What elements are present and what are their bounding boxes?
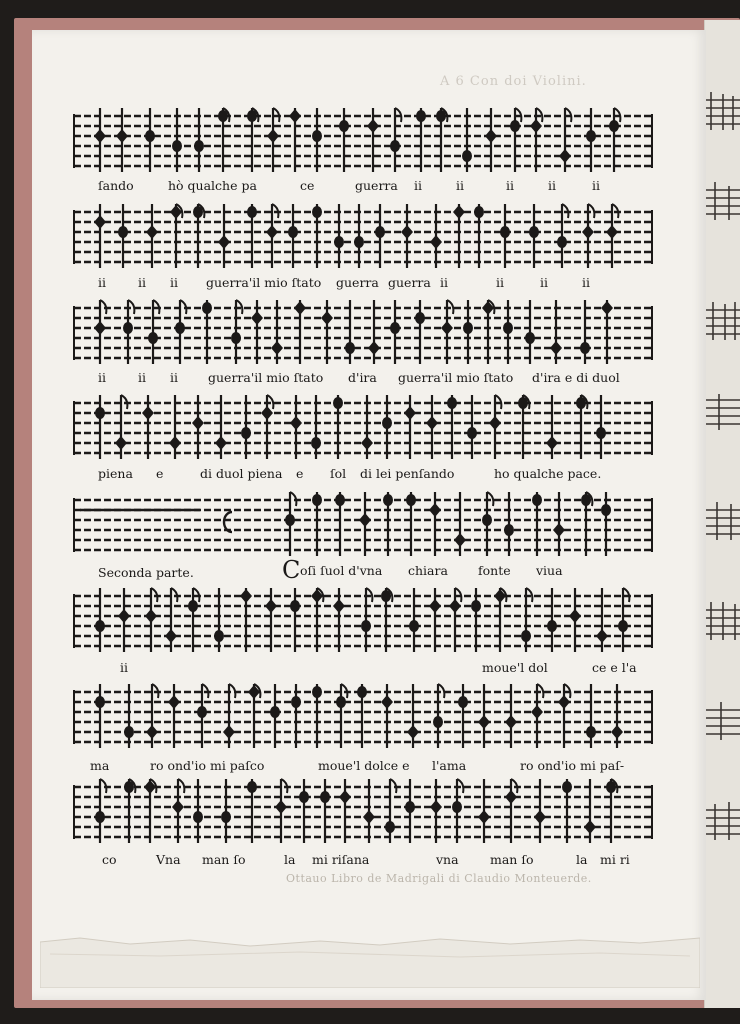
lyric-syllable: e — [156, 466, 164, 481]
note-head — [215, 436, 227, 450]
note-head — [546, 436, 558, 450]
lyric-syllable: guerra — [355, 178, 398, 193]
note-head — [175, 322, 185, 334]
note-head — [291, 696, 301, 708]
note-head — [611, 725, 623, 739]
lyric-syllable: mi ri — [600, 852, 630, 867]
note-head — [474, 206, 484, 218]
note-head — [251, 311, 263, 325]
lyric-syllable: piena — [98, 466, 133, 481]
bleed-through-header: A 6 Con doi Violini. — [440, 74, 587, 89]
note-head — [261, 406, 273, 420]
note-head — [429, 503, 441, 517]
lyric-syllable: mi riſana — [312, 852, 370, 867]
note-head — [339, 790, 351, 804]
note-head — [118, 226, 128, 238]
note-head — [197, 706, 207, 718]
note-head — [247, 206, 257, 218]
note-head — [288, 226, 298, 238]
lyric-syllable: guerra — [336, 275, 379, 290]
note-head — [361, 436, 373, 450]
bleed-through-footer: Ottauo Libro de Madrigali di Claudio Monteuerde. — [286, 872, 592, 885]
lyric-syllable: di lei penſando — [360, 466, 455, 481]
lyric-syllable: ii — [138, 275, 146, 290]
note-head — [383, 494, 393, 506]
note-head — [240, 589, 252, 603]
note-head — [95, 620, 105, 632]
lyric-syllable: ii — [120, 660, 128, 675]
lyric-syllable: ii — [506, 178, 514, 193]
lyric-syllable: Vna — [156, 852, 181, 867]
note-head — [525, 332, 535, 344]
note-head — [489, 416, 501, 430]
lyric-syllable: fonte — [478, 563, 511, 578]
note-head — [145, 130, 155, 142]
note-head — [471, 600, 481, 612]
note-head — [345, 342, 355, 354]
note-head — [169, 436, 181, 450]
note-head — [312, 130, 322, 142]
lyric-syllable: guerra'il mio ſtato — [206, 275, 322, 290]
note-head — [194, 140, 204, 152]
lyric-syllable: ii — [582, 275, 590, 290]
lyric-syllable: ii — [548, 178, 556, 193]
note-head — [368, 341, 380, 355]
note-head — [115, 436, 127, 450]
lyric-syllable: hò qualche pa — [168, 178, 257, 193]
note-head — [367, 119, 379, 133]
note-head — [95, 696, 105, 708]
note-head — [557, 236, 567, 248]
lyric-syllable: guerra — [388, 275, 431, 290]
note-head — [299, 791, 309, 803]
note-head — [94, 215, 106, 229]
note-head — [146, 225, 158, 239]
note-head — [359, 513, 371, 527]
lyric-syllable: ii — [138, 370, 146, 385]
note-head — [320, 791, 330, 803]
note-head — [505, 715, 517, 729]
note-head — [586, 726, 596, 738]
drop-cap: C — [282, 556, 301, 584]
lyric-syllable: ii — [170, 370, 178, 385]
lyric-syllable: guerra'il mio ſtato — [208, 370, 324, 385]
note-head — [218, 235, 230, 249]
note-head — [335, 494, 345, 506]
lyric-syllable: la — [576, 852, 588, 867]
note-head — [311, 437, 321, 449]
note-head — [241, 427, 251, 439]
lyric-syllable: ro ond'io mi paſ- — [520, 758, 625, 773]
note-head — [145, 609, 157, 623]
note-head — [467, 427, 477, 439]
note-head — [334, 236, 344, 248]
note-head — [221, 811, 231, 823]
lyric-syllable: man ſo — [202, 852, 246, 867]
note-head — [547, 620, 557, 632]
note-head — [550, 341, 562, 355]
lyric-syllable: guerra'il mio ſtato — [398, 370, 514, 385]
note-head — [407, 725, 419, 739]
note-head — [532, 494, 542, 506]
note-head — [562, 781, 572, 793]
note-head — [294, 301, 306, 315]
lyric-syllable: oſi ſuol d'vna — [300, 563, 383, 578]
note-head — [500, 226, 510, 238]
note-head — [289, 109, 301, 123]
lyric-syllable: e — [296, 466, 304, 481]
note-head — [363, 810, 375, 824]
note-head — [124, 726, 134, 738]
note-head — [401, 225, 413, 239]
lyric-syllable: moue'l dol — [482, 660, 548, 675]
note-head — [596, 427, 606, 439]
note-head — [505, 790, 517, 804]
lyric-syllable: ma — [90, 758, 110, 773]
note-head — [569, 609, 581, 623]
note-head — [333, 397, 343, 409]
note-head — [95, 811, 105, 823]
note-head — [452, 801, 462, 813]
lyric-syllable: l'ama — [432, 758, 467, 773]
note-head — [382, 417, 392, 429]
note-head — [449, 599, 461, 613]
note-head — [116, 129, 128, 143]
lyric-syllable: vna — [436, 852, 459, 867]
lyric-syllable: ii — [414, 178, 422, 193]
lyric-syllable: ce — [300, 178, 315, 193]
lyric-syllable: ii — [440, 275, 448, 290]
lyric-syllable: ce e l'a — [592, 660, 637, 675]
note-head — [601, 301, 613, 315]
note-head — [148, 332, 158, 344]
note-head — [271, 341, 283, 355]
note-head — [609, 120, 619, 132]
lyric-syllable: ii — [98, 275, 106, 290]
note-head — [553, 523, 565, 537]
section-title: Seconda parte. — [98, 565, 194, 580]
lyric-syllable: ro ond'io mi paſco — [150, 758, 265, 773]
note-head — [462, 150, 472, 162]
note-head — [390, 140, 400, 152]
note-head — [223, 725, 235, 739]
note-head — [142, 406, 154, 420]
note-head — [123, 322, 133, 334]
note-head — [266, 225, 278, 239]
note-head — [354, 236, 364, 248]
note-head — [95, 407, 105, 419]
note-head — [357, 686, 367, 698]
lyric-syllable: ii — [456, 178, 464, 193]
note-head — [530, 119, 542, 133]
lyric-syllable: ii — [496, 275, 504, 290]
note-head — [118, 609, 130, 623]
note-head — [447, 397, 457, 409]
note-head — [192, 416, 204, 430]
note-head — [485, 129, 497, 143]
note-head — [606, 225, 618, 239]
lyric-syllable: ii — [170, 275, 178, 290]
lyric-syllable: chiara — [408, 563, 448, 578]
note-head — [146, 725, 158, 739]
note-head — [202, 302, 212, 314]
note-head — [458, 696, 468, 708]
note-head — [558, 695, 570, 709]
note-head — [270, 706, 280, 718]
note-head — [416, 110, 426, 122]
note-head — [504, 524, 514, 536]
note-head — [503, 322, 513, 334]
lyric-syllable: d'ira — [348, 370, 377, 385]
note-head — [584, 820, 596, 834]
lyric-syllable: moue'l dolce e — [318, 758, 410, 773]
note-head — [390, 322, 400, 334]
note-head — [405, 801, 415, 813]
note-head — [312, 206, 322, 218]
note-head — [426, 416, 438, 430]
note-head — [531, 705, 543, 719]
note-head — [290, 600, 300, 612]
note-head — [441, 321, 453, 335]
note-head — [172, 800, 184, 814]
note-head — [339, 120, 349, 132]
note-head — [385, 821, 395, 833]
lyric-syllable: di duol piena — [200, 466, 283, 481]
note-head — [521, 630, 531, 642]
note-head — [463, 322, 473, 334]
lyric-syllable: la — [284, 852, 296, 867]
note-head — [275, 800, 287, 814]
note-head — [529, 226, 539, 238]
note-head — [618, 620, 628, 632]
note-head — [430, 235, 442, 249]
note-head — [478, 715, 490, 729]
note-head — [582, 225, 594, 239]
note-head — [534, 810, 546, 824]
lyric-syllable: viua — [536, 563, 563, 578]
note-head — [193, 811, 203, 823]
note-head — [312, 686, 322, 698]
note-head — [312, 494, 322, 506]
note-head — [559, 149, 571, 163]
lyric-syllable: d'ira e di duol — [532, 370, 620, 385]
note-head — [321, 311, 333, 325]
note-head — [381, 695, 393, 709]
note-head — [214, 630, 224, 642]
note-head — [454, 533, 466, 547]
note-head — [285, 514, 295, 526]
note-head — [336, 696, 346, 708]
note-head — [580, 342, 590, 354]
note-head — [94, 321, 106, 335]
note-head — [433, 716, 443, 728]
note-head — [453, 205, 465, 219]
lyric-syllable: ho qualche pace. — [494, 466, 602, 481]
note-head — [333, 599, 345, 613]
torn-page-edge — [40, 932, 700, 988]
note-head — [482, 514, 492, 526]
note-head — [290, 416, 302, 430]
note-head — [375, 226, 385, 238]
note-head — [168, 695, 180, 709]
note-head — [478, 810, 490, 824]
lyric-syllable: co — [102, 852, 117, 867]
note-head — [586, 130, 596, 142]
note-head — [188, 600, 198, 612]
lyric-syllable: man ſo — [490, 852, 534, 867]
note-head — [247, 781, 257, 793]
note-head — [172, 140, 182, 152]
note-head — [510, 120, 520, 132]
note-head — [409, 620, 419, 632]
note-head — [430, 800, 442, 814]
note-head — [429, 599, 441, 613]
note-head — [601, 504, 611, 516]
note-head — [265, 599, 277, 613]
lyric-syllable: ſando — [98, 178, 134, 193]
note-head — [404, 406, 416, 420]
note-head — [94, 129, 106, 143]
note-head — [361, 620, 371, 632]
lyric-syllable: ſol — [330, 466, 347, 481]
lyric-syllable: ii — [592, 178, 600, 193]
lyric-syllable: ii — [540, 275, 548, 290]
note-head — [415, 312, 425, 324]
note-head — [406, 494, 416, 506]
note-head — [267, 129, 279, 143]
lyric-syllable: ii — [98, 370, 106, 385]
note-head — [596, 629, 608, 643]
note-head — [231, 332, 241, 344]
note-head — [165, 629, 177, 643]
